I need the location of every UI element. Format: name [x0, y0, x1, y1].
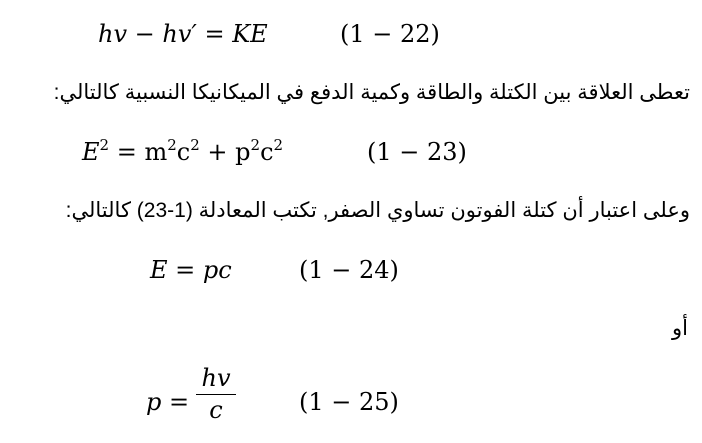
eq-E: E — [150, 256, 168, 284]
paragraph-line-2: وعلى اعتبار أن كتلة الفوتون تساوي الصفر, تكتب المعادلة (1-23) كالتالي: — [65, 199, 690, 222]
fraction-bar — [196, 394, 236, 395]
eq-equals: = — [109, 138, 145, 166]
fraction-hv-over-c — [196, 366, 236, 422]
eq-p: p — [146, 388, 162, 416]
fraction-denominator: c — [209, 396, 223, 424]
eq-E: E — [82, 138, 100, 166]
eq-equals: = — [161, 388, 190, 416]
eq-equals: = — [167, 256, 203, 284]
equation-1-22 — [98, 22, 268, 46]
equation-number-1-24: (1 − 24) — [299, 256, 399, 284]
eq-c-exp: 2 — [190, 136, 200, 154]
eq-c: c — [176, 138, 191, 166]
eq-E-exp: 2 — [99, 136, 110, 154]
eq-p-exp: 2 — [250, 136, 261, 154]
fraction-numerator: hv — [201, 364, 231, 392]
eq-m: m — [144, 138, 168, 166]
eq-ke: KE — [232, 20, 268, 48]
eq-minus: − — [127, 20, 163, 48]
eq-c-exp: 2 — [273, 136, 284, 154]
equation-1-25-lhs — [146, 390, 189, 414]
equation-1-24 — [150, 258, 232, 282]
eq-p: p — [235, 138, 251, 166]
eq-hv: hv — [98, 20, 128, 48]
eq-c: c — [260, 138, 274, 166]
equation-number-1-25: (1 − 25) — [299, 388, 399, 416]
eq-hv-prime: hv′ — [162, 20, 197, 48]
equation-number-1-23: (1 − 23) — [367, 138, 467, 166]
paragraph-line-1: تعطى العلاقة بين الكتلة والطاقة وكمية الدفع في الميكانيكا النسبية كالتالي: — [53, 81, 690, 104]
equation-1-23 — [82, 136, 284, 166]
paragraph-line-or: أو — [672, 317, 688, 340]
eq-plus: + — [199, 138, 236, 166]
eq-m-exp: 2 — [167, 136, 177, 154]
eq-equals: = — [196, 20, 233, 48]
equation-number-1-22: (1 − 22) — [340, 20, 440, 48]
eq-pc: pc — [202, 256, 232, 284]
